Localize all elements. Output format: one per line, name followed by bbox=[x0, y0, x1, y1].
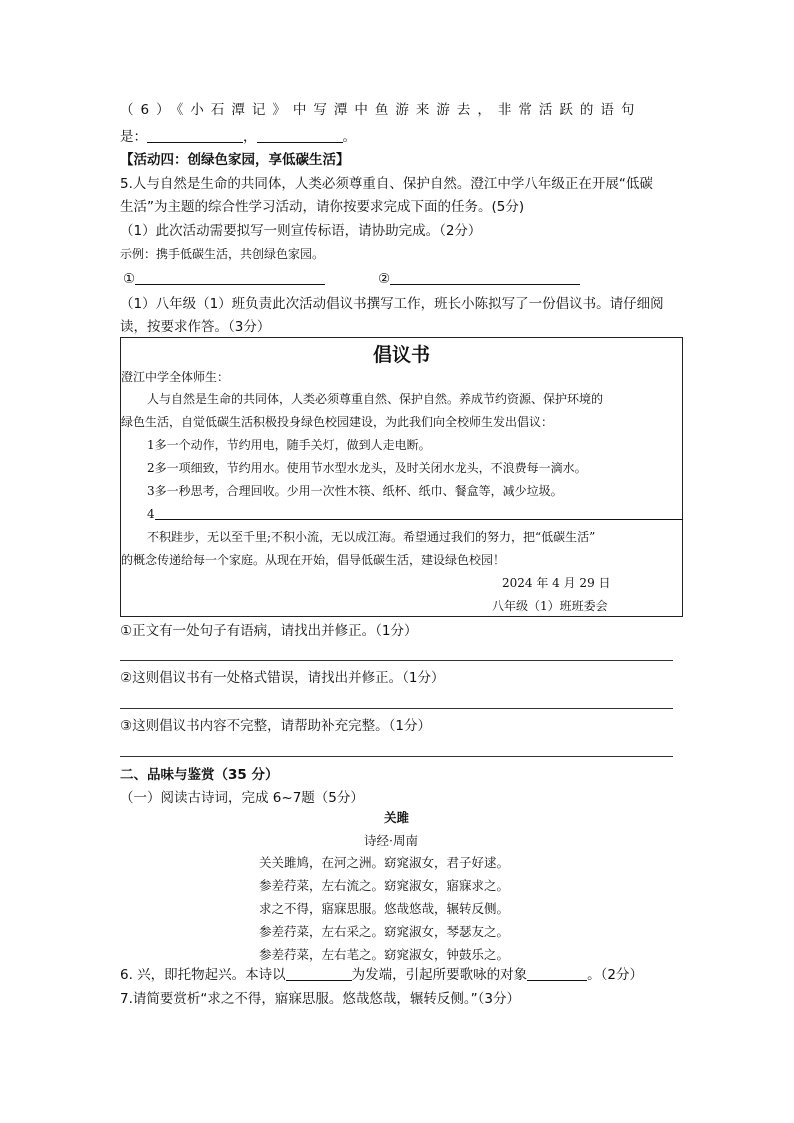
q6-part3: 。（2分） bbox=[587, 967, 644, 983]
recitation-question-line1: （6）《小石潭记》中写潭中鱼游来游去，非常活跃的语句 bbox=[120, 102, 642, 118]
recitation-prefix: 是： bbox=[120, 129, 147, 145]
circle-number-2: ② bbox=[378, 271, 391, 287]
recitation-end: 。 bbox=[342, 129, 356, 145]
answer-blank[interactable] bbox=[257, 128, 343, 143]
poem-line: 参差荇菜，左右流之。窈窕淑女，寤寐求之。 bbox=[259, 878, 510, 893]
item-4-number: 4 bbox=[147, 507, 155, 521]
slogan-blank-1[interactable] bbox=[135, 270, 325, 285]
recitation-question-line2 bbox=[120, 127, 356, 147]
proposal-item-2: 2多一项细致，节约用水。使用节水型水龙头，及时关闭水龙头，不浪费每一滴水。 bbox=[147, 461, 587, 475]
section2-part1: （一）阅读古诗词，完成 6~7题（5分） bbox=[120, 790, 364, 806]
q6-part1: 6. 兴，即托物起兴。本诗以 bbox=[120, 967, 286, 983]
slogan-answer-1 bbox=[123, 269, 325, 289]
slogan-answer-2 bbox=[378, 269, 580, 289]
question-7: 7.请简要赏析“求之不得，寤寐思服。悠哉悠哉，辗转反侧。”（3分） bbox=[120, 991, 520, 1007]
proposal-box bbox=[120, 337, 683, 617]
answer-line-2[interactable] bbox=[120, 708, 673, 709]
proposal-question-2: ②这则倡议书有一处格式错误，请找出并修正。（1分） bbox=[120, 670, 445, 686]
proposal-title: 倡议书 bbox=[372, 344, 430, 366]
proposal-task-line1: （1）八年级（1）班负责此次活动倡议书撰写工作，班长小陈拟写了一份倡议书。请仔细阅 bbox=[120, 296, 664, 312]
proposal-item-4 bbox=[147, 505, 683, 523]
answer-line-1[interactable] bbox=[120, 660, 673, 661]
answer-blank[interactable] bbox=[147, 128, 243, 143]
poem-source: 诗经·周南 bbox=[364, 833, 418, 848]
slogan-example: 示例：携手低碳生活，共创绿色家园。 bbox=[120, 247, 325, 261]
poem-line: 参差荇菜，左右芼之。窈窕淑女，钟鼓乐之。 bbox=[259, 947, 510, 962]
slogan-task: （1）此次活动需要拟写一则宣传标语，请协助完成。（2分） bbox=[120, 223, 482, 239]
poem-line: 关关雎鸠，在河之洲。窈窕淑女，君子好逑。 bbox=[259, 855, 510, 870]
poem-title: 关雎 bbox=[384, 810, 410, 825]
proposal-date: 2024 年 4 月 29 日 bbox=[502, 576, 611, 590]
circle-number-1: ① bbox=[123, 271, 136, 287]
proposal-signer: 八年级（1）班班委会 bbox=[492, 599, 608, 613]
proposal-item-4-blank[interactable] bbox=[155, 505, 683, 520]
proposal-paragraph1-line1: 人与自然是生命的共同体，人类必须尊重自然、保护自然。养成节约资源、保护环境的 bbox=[147, 392, 604, 406]
q6-blank-2[interactable] bbox=[527, 966, 587, 981]
proposal-item-1: 1多一个动作，节约用电，随手关灯，做到人走电断。 bbox=[147, 438, 431, 452]
proposal-question-1: ①正文有一处句子有语病，请找出并修正。（1分） bbox=[120, 623, 418, 639]
poem-line: 参差荇菜，左右采之。窈窕淑女，琴瑟友之。 bbox=[259, 924, 510, 939]
q6-part2: 为发端，引起所要歌咏的对象 bbox=[351, 967, 528, 983]
proposal-paragraph1-line2: 绿色生活，自觉低碳生活积极投身绿色校园建设，为此我们向全校师生发出倡议： bbox=[121, 415, 554, 429]
proposal-question-3: ③这则倡议书内容不完整，请帮助补充完整。（1分） bbox=[120, 718, 431, 734]
q5-line1: 5.人与自然是生命的共同体，人类必须尊重自、保护自然。澄江中学八年级正在开展“低碳 bbox=[120, 176, 653, 192]
proposal-closing-line2: 的概念传递给每一个家庭。从现在开始，倡导低碳生活，建设绿色校园！ bbox=[121, 553, 506, 567]
q6-blank-1[interactable] bbox=[286, 966, 352, 981]
proposal-greeting: 澄江中学全体师生： bbox=[121, 370, 230, 384]
proposal-task-line2: 读，按要求作答。（3分） bbox=[120, 319, 271, 335]
answer-line-3[interactable] bbox=[120, 756, 673, 757]
q5-line2: 生活”为主题的综合性学习活动，请你按要求完成下面的任务。(5分) bbox=[120, 199, 525, 215]
section2-heading: 二、品味与鉴赏（35 分） bbox=[120, 767, 279, 783]
slogan-blank-2[interactable] bbox=[390, 270, 580, 285]
activity4-heading: 【活动四：创绿色家园，享低碳生活】 bbox=[120, 152, 350, 168]
recitation-sep: ， bbox=[243, 129, 257, 145]
poem-line: 求之不得，寤寐思服。悠哉悠哉，辗转反侧。 bbox=[259, 901, 510, 916]
question-6 bbox=[120, 965, 643, 985]
proposal-closing-line1: 不积跬步，无以至千里;不积小流，无以成江海。希望通过我们的努力，把“低碳生活” bbox=[147, 530, 596, 544]
proposal-item-3: 3多一秒思考，合理回收。少用一次性木筷、纸杯、纸巾、餐盒等，减少垃圾。 bbox=[147, 484, 563, 498]
